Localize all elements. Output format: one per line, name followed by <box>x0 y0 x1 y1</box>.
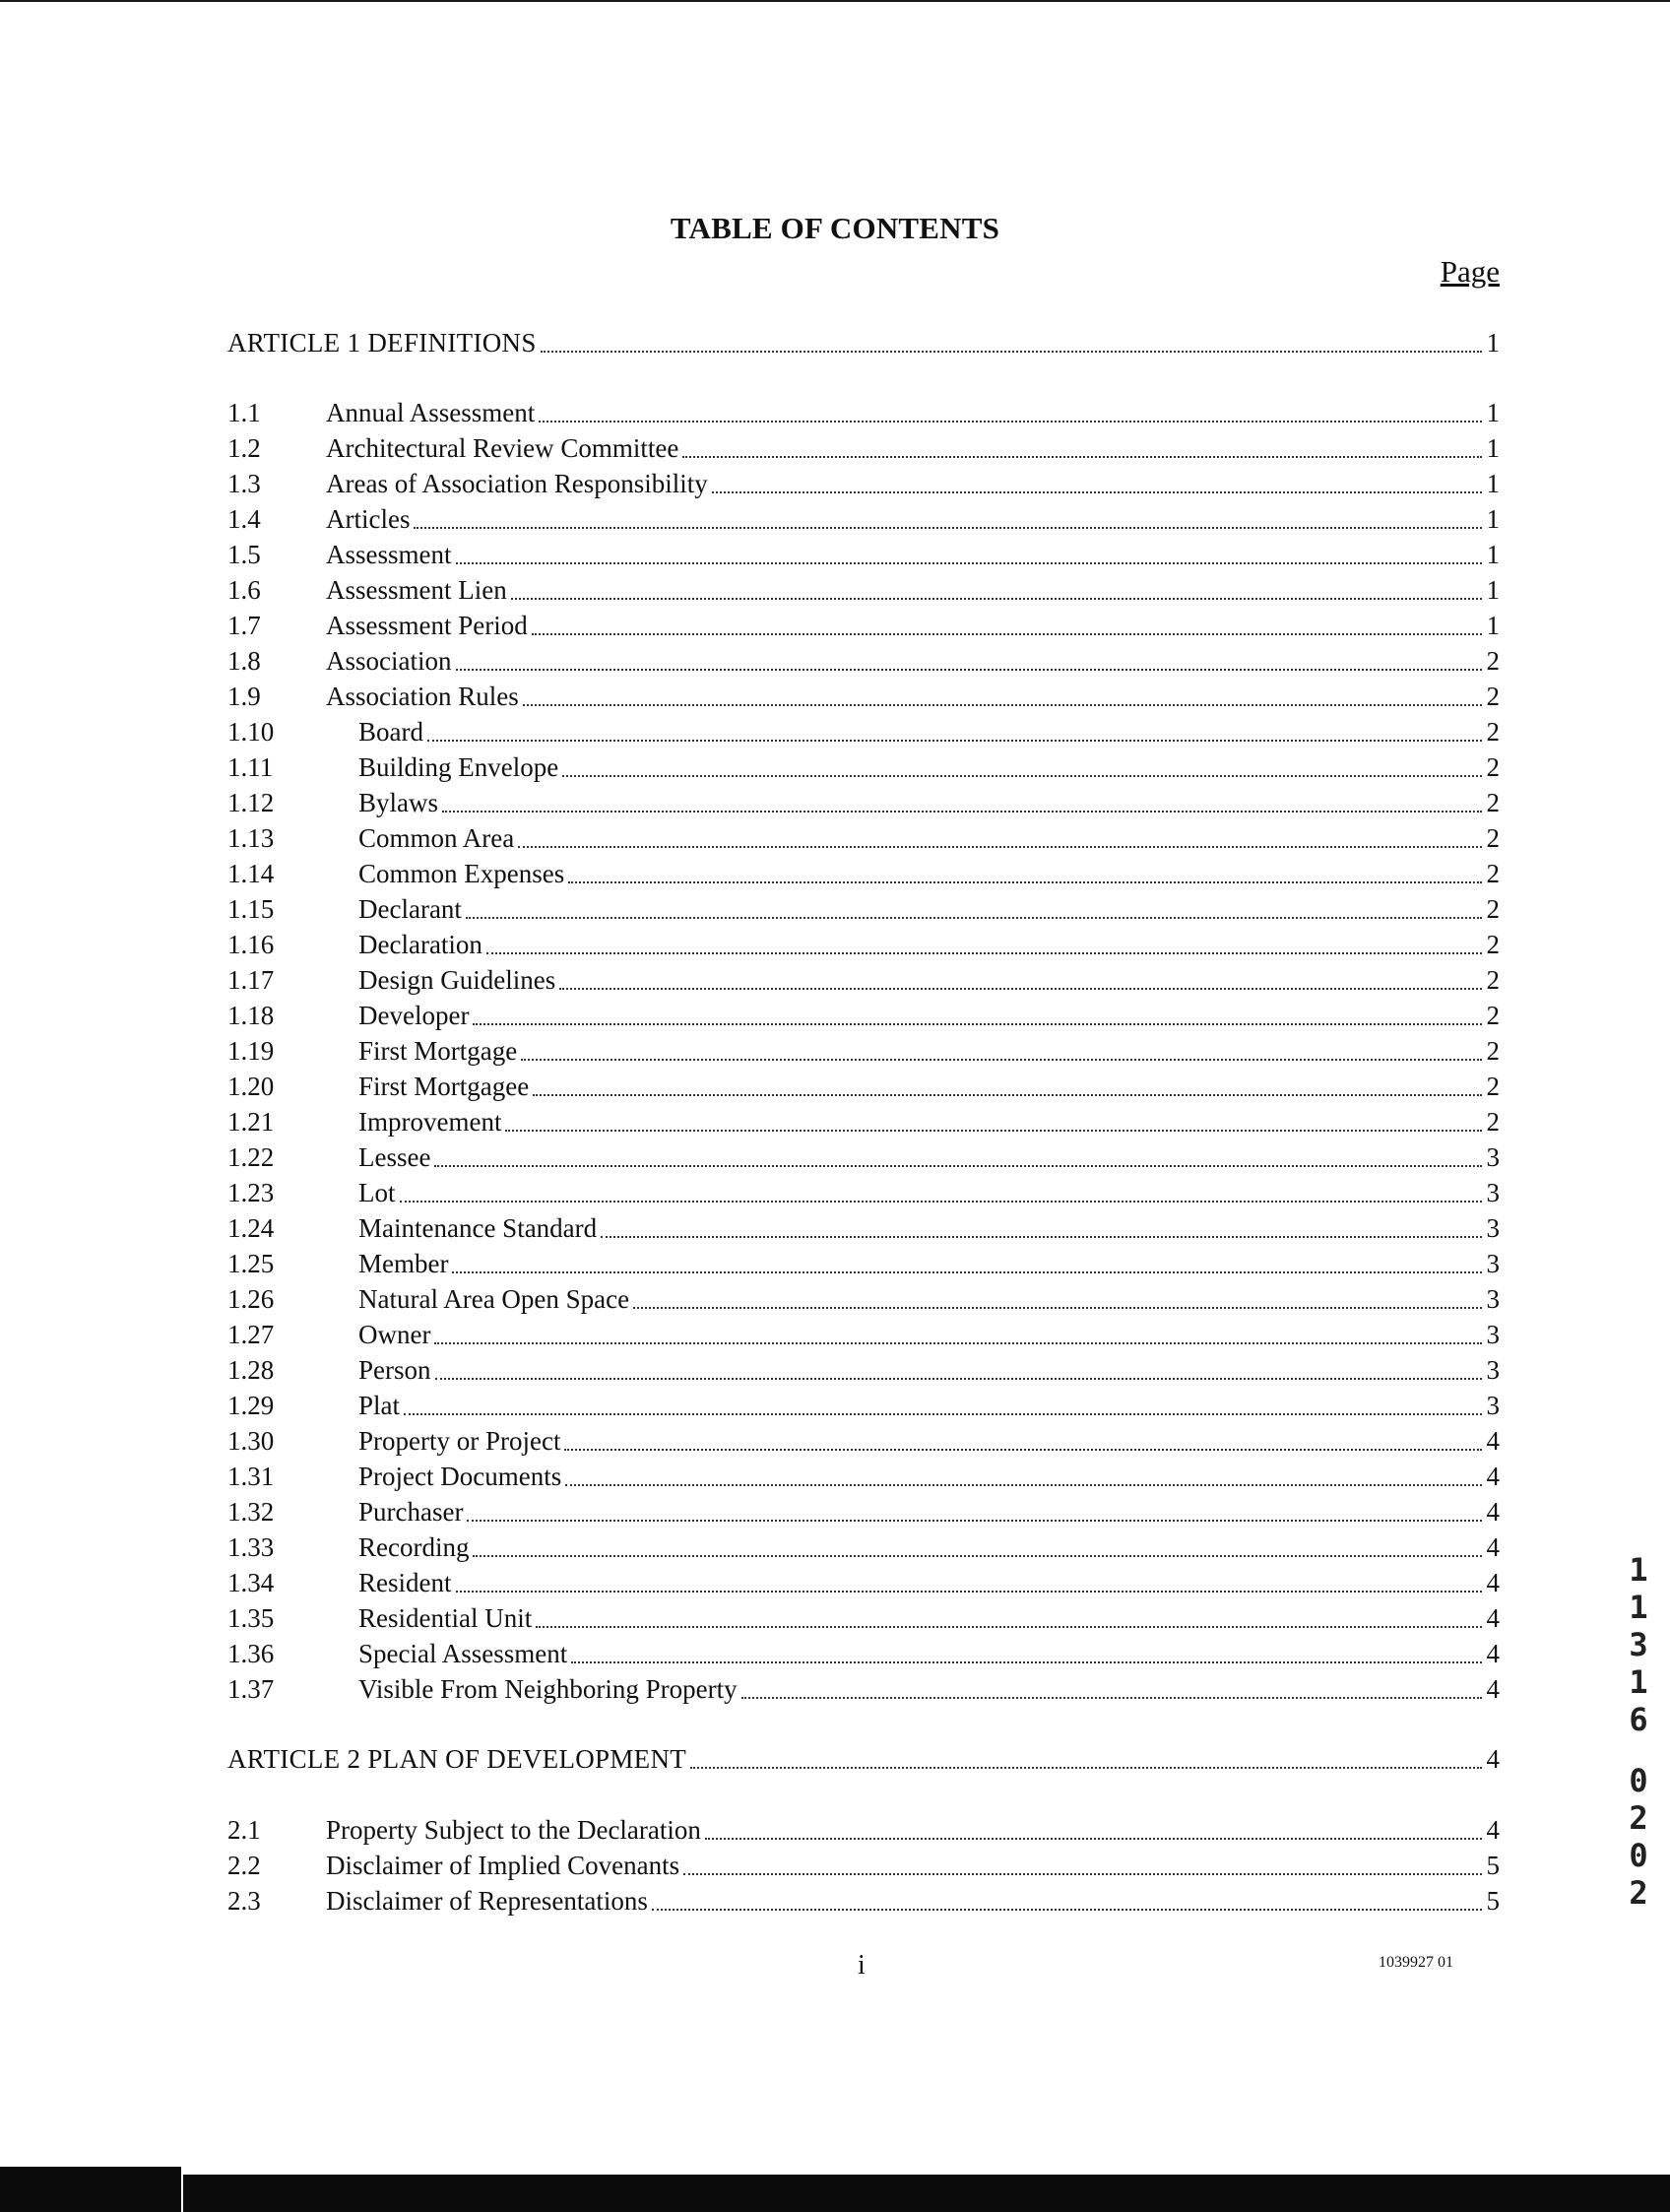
entry-page: 1 <box>1486 398 1500 427</box>
dot-leader <box>532 633 1482 635</box>
toc-entry <box>227 1600 1500 1636</box>
entry-page: 2 <box>1486 646 1500 676</box>
entry-number: 1.4 <box>227 504 261 534</box>
toc-entry <box>227 785 1500 820</box>
dot-leader <box>533 1094 1482 1096</box>
dot-leader <box>539 421 1482 423</box>
entry-number: 1.27 <box>227 1320 275 1349</box>
dot-leader <box>442 811 1482 813</box>
dot-leader <box>652 1909 1482 1911</box>
toc-entry <box>227 501 1500 537</box>
stamp-digit: 0 <box>1629 1837 1648 1874</box>
entry-page: 1 <box>1486 469 1500 498</box>
dot-leader <box>565 1484 1482 1486</box>
entry-title: Special Assessment <box>358 1639 568 1668</box>
dot-leader <box>467 1520 1482 1522</box>
entry-number: 1.23 <box>227 1178 275 1207</box>
entry-title: Property or Project <box>358 1426 561 1456</box>
entry-number: 1.2 <box>227 433 261 463</box>
entry-page: 1 <box>1486 433 1500 463</box>
dot-leader <box>473 1023 1482 1025</box>
toc-entry <box>227 1281 1500 1317</box>
toc-entry <box>227 1423 1500 1459</box>
stamp-digit: 1 <box>1629 1663 1648 1701</box>
entry-page: 2 <box>1486 1072 1500 1101</box>
dot-leader <box>712 491 1482 493</box>
entry-number: 1.10 <box>227 717 275 747</box>
toc-entry <box>227 1671 1500 1707</box>
entry-title: Association <box>326 646 452 676</box>
toc-entry <box>227 1104 1500 1139</box>
toc-article-2 <box>227 1741 1500 1777</box>
dot-leader <box>452 1271 1482 1273</box>
entry-number: 1.7 <box>227 611 261 640</box>
toc-entry <box>227 998 1500 1033</box>
stamp-digit: 2 <box>1629 1799 1648 1837</box>
entry-number: 1.1 <box>227 398 261 427</box>
entry-title: Building Envelope <box>358 752 559 782</box>
entry-page: 2 <box>1486 930 1500 959</box>
entry-title: Owner <box>358 1320 431 1349</box>
entry-page: 3 <box>1486 1355 1500 1385</box>
entry-page: 2 <box>1486 823 1500 853</box>
stamp-digit: 6 <box>1629 1701 1648 1738</box>
stamp-digit: 3 <box>1629 1626 1648 1663</box>
entry-page: 2 <box>1486 1036 1500 1066</box>
entry-page: 1 <box>1486 611 1500 640</box>
entry-page: 2 <box>1486 1107 1500 1137</box>
entry-page: 4 <box>1486 1532 1500 1562</box>
entry-number: 1.26 <box>227 1284 275 1314</box>
entry-page: 1 <box>1486 540 1500 569</box>
dot-leader <box>541 351 1482 353</box>
entry-title: Common Area <box>358 823 515 853</box>
entry-title: Disclaimer of Representations <box>326 1886 648 1916</box>
dot-leader <box>683 1873 1482 1875</box>
entry-number: 1.21 <box>227 1107 275 1137</box>
entry-page: 5 <box>1486 1886 1500 1916</box>
entry-number: 2.2 <box>227 1851 261 1880</box>
entry-title: Design Guidelines <box>358 965 556 995</box>
entry-title: First Mortgage <box>358 1036 518 1066</box>
entry-page: 3 <box>1486 1142 1500 1172</box>
toc-entry <box>227 856 1500 891</box>
entry-title: Declarant <box>358 894 462 924</box>
dot-leader <box>456 669 1483 671</box>
dot-leader <box>559 988 1482 990</box>
toc-entry <box>227 1565 1500 1600</box>
entry-page: 1 <box>1486 504 1500 534</box>
entry-number: 1.13 <box>227 823 275 853</box>
entry-number: 1.30 <box>227 1426 275 1456</box>
entry-title: Articles <box>326 504 411 534</box>
dot-leader <box>523 704 1482 706</box>
toc-entry <box>227 572 1500 608</box>
entry-number: 2.3 <box>227 1886 261 1916</box>
entry-title: Plat <box>358 1391 401 1420</box>
dot-leader <box>456 562 1483 564</box>
entry-number: 1.35 <box>227 1603 275 1633</box>
toc-entry <box>227 679 1500 714</box>
stamp-digit: 0 <box>1629 1762 1648 1799</box>
entry-number: 1.19 <box>227 1036 275 1066</box>
entry-page: 2 <box>1486 859 1500 888</box>
dot-leader <box>518 846 1482 848</box>
recording-stamp <box>1619 1551 1658 1912</box>
entry-page: 2 <box>1486 682 1500 711</box>
dot-leader <box>564 1449 1482 1451</box>
article-label: ARTICLE 2 PLAN OF DEVELOPMENT <box>227 1744 687 1774</box>
dot-leader <box>705 1838 1482 1840</box>
entry-title: Association Rules <box>326 682 519 711</box>
entry-page: 2 <box>1486 788 1500 817</box>
entry-page: 3 <box>1486 1249 1500 1278</box>
toc-entry <box>227 1529 1500 1565</box>
toc-entry <box>227 1210 1500 1246</box>
dot-leader <box>505 1130 1482 1132</box>
entry-title: Member <box>358 1249 449 1278</box>
entry-page: 3 <box>1486 1391 1500 1420</box>
entry-number: 1.37 <box>227 1674 275 1704</box>
dot-leader <box>568 881 1482 883</box>
dot-leader <box>473 1555 1482 1557</box>
toc-entry <box>227 1494 1500 1529</box>
dot-leader <box>511 598 1482 600</box>
toc-entry <box>227 1848 1500 1883</box>
entry-title: Lessee <box>358 1142 431 1172</box>
toc-entry <box>227 430 1500 466</box>
dot-leader <box>536 1626 1482 1628</box>
entry-number: 1.15 <box>227 894 275 924</box>
entry-title: Annual Assessment <box>326 398 536 427</box>
entry-title: Bylaws <box>358 788 438 817</box>
toc-entry <box>227 1069 1500 1104</box>
toc-entry <box>227 1459 1500 1494</box>
entry-title: Assessment Lien <box>326 575 507 605</box>
scan-bottom-edge <box>0 2175 1670 2212</box>
entry-page: 4 <box>1486 1674 1500 1704</box>
entry-title: Property Subject to the Declaration <box>326 1815 701 1845</box>
toc-entry <box>227 1246 1500 1281</box>
entry-page: 4 <box>1486 1497 1500 1527</box>
entry-title: Maintenance Standard <box>358 1213 598 1243</box>
entry-number: 1.5 <box>227 540 261 569</box>
entry-title: First Mortgagee <box>358 1072 530 1101</box>
dot-leader <box>562 775 1482 777</box>
article-page: 4 <box>1486 1744 1500 1774</box>
toc-title: TABLE OF CONTENTS <box>670 211 1000 245</box>
toc-entry <box>227 1139 1500 1175</box>
entry-number: 2.1 <box>227 1815 261 1845</box>
page-number: i <box>858 1950 866 1981</box>
entry-title: Recording <box>358 1532 470 1562</box>
entry-page: 4 <box>1486 1462 1500 1491</box>
entry-page: 4 <box>1486 1639 1500 1668</box>
dot-leader <box>571 1661 1482 1663</box>
toc-entry <box>227 1175 1500 1210</box>
entry-number: 1.12 <box>227 788 275 817</box>
entry-title: Areas of Association Responsibility <box>326 469 708 498</box>
entry-page: 2 <box>1486 894 1500 924</box>
entry-title: Disclaimer of Implied Covenants <box>326 1851 680 1880</box>
entry-title: Common Expenses <box>358 859 565 888</box>
entry-number: 1.11 <box>227 752 274 782</box>
toc-entry <box>227 1033 1500 1069</box>
toc-entry <box>227 1352 1500 1388</box>
stamp-digit: 1 <box>1629 1551 1648 1589</box>
entry-title: Project Documents <box>358 1462 562 1491</box>
entry-title: Resident <box>358 1568 452 1597</box>
entry-title: Improvement <box>358 1107 502 1137</box>
entry-title: Developer <box>358 1001 470 1030</box>
entry-number: 1.36 <box>227 1639 275 1668</box>
dot-leader <box>690 1767 1482 1769</box>
entry-number: 1.29 <box>227 1391 275 1420</box>
entry-number: 1.16 <box>227 930 275 959</box>
dot-leader <box>427 740 1482 742</box>
dot-leader <box>404 1413 1482 1415</box>
toc-article-1 <box>227 325 1500 360</box>
dot-leader <box>486 952 1482 954</box>
stamp-digit: 1 <box>1629 1589 1648 1626</box>
entry-page: 1 <box>1486 575 1500 605</box>
entry-number: 1.3 <box>227 469 261 498</box>
entry-number: 1.17 <box>227 965 275 995</box>
entry-page: 4 <box>1486 1426 1500 1456</box>
entry-title: Assessment Period <box>326 611 528 640</box>
entry-number: 1.34 <box>227 1568 275 1597</box>
entry-page: 2 <box>1486 1001 1500 1030</box>
entry-number: 1.18 <box>227 1001 275 1030</box>
entry-number: 1.28 <box>227 1355 275 1385</box>
dot-leader <box>400 1201 1483 1203</box>
dot-leader <box>741 1697 1482 1699</box>
entry-number: 1.32 <box>227 1497 275 1527</box>
dot-leader <box>521 1059 1482 1061</box>
article-label: ARTICLE 1 DEFINITIONS <box>227 328 537 358</box>
document-code: 1039927 01 <box>1379 1954 1453 1971</box>
article-page: 1 <box>1486 328 1500 358</box>
entry-title: Visible From Neighboring Property <box>358 1674 738 1704</box>
table-of-contents <box>227 0 1500 2212</box>
entry-page: 4 <box>1486 1815 1500 1845</box>
scan-bottom-tick <box>181 2165 183 2212</box>
toc-entry <box>227 608 1500 643</box>
entry-number: 1.20 <box>227 1072 275 1101</box>
toc-entry <box>227 1636 1500 1671</box>
entry-number: 1.9 <box>227 682 261 711</box>
dot-leader <box>435 1378 1483 1380</box>
toc-entry <box>227 749 1500 785</box>
entry-title: Architectural Review Committee <box>326 433 679 463</box>
toc-entry <box>227 714 1500 749</box>
toc-entry <box>227 927 1500 962</box>
entry-number: 1.6 <box>227 575 261 605</box>
entry-number: 1.25 <box>227 1249 275 1278</box>
entry-page: 3 <box>1486 1213 1500 1243</box>
toc-entry <box>227 1388 1500 1423</box>
entry-title: Natural Area Open Space <box>358 1284 630 1314</box>
entry-number: 1.31 <box>227 1462 275 1491</box>
entry-title: Residential Unit <box>358 1603 533 1633</box>
entry-number: 1.8 <box>227 646 261 676</box>
entry-title: Assessment <box>326 540 452 569</box>
entry-title: Lot <box>358 1178 396 1207</box>
toc-entry <box>227 1883 1500 1919</box>
entry-title: Person <box>358 1355 431 1385</box>
entry-title: Declaration <box>358 930 482 959</box>
dot-leader <box>414 527 1482 529</box>
entry-title: Purchaser <box>358 1497 464 1527</box>
dot-leader <box>682 456 1482 458</box>
entry-number: 1.22 <box>227 1142 275 1172</box>
dot-leader <box>601 1236 1482 1238</box>
scan-bottom-notch <box>0 2167 183 2175</box>
dot-leader <box>633 1307 1482 1309</box>
toc-entry <box>227 1812 1500 1848</box>
dot-leader <box>434 1342 1482 1344</box>
dot-leader <box>434 1165 1482 1167</box>
toc-entry <box>227 962 1500 998</box>
dot-leader <box>456 1591 1483 1593</box>
entry-page: 4 <box>1486 1603 1500 1633</box>
entry-number: 1.33 <box>227 1532 275 1562</box>
dot-leader <box>466 917 1482 919</box>
toc-entry <box>227 395 1500 430</box>
entry-title: Board <box>358 717 423 747</box>
stamp-gap <box>1619 1738 1658 1762</box>
toc-entry <box>227 820 1500 856</box>
toc-entry <box>227 1317 1500 1352</box>
entry-page: 5 <box>1486 1851 1500 1880</box>
toc-entry <box>227 891 1500 927</box>
entry-page: 4 <box>1486 1568 1500 1597</box>
entry-page: 3 <box>1486 1178 1500 1207</box>
entry-number: 1.14 <box>227 859 275 888</box>
entry-page: 3 <box>1486 1284 1500 1314</box>
entry-page: 2 <box>1486 965 1500 995</box>
page-column-heading: Page <box>1440 254 1500 289</box>
entry-page: 2 <box>1486 717 1500 747</box>
toc-entry <box>227 643 1500 679</box>
entry-number: 1.24 <box>227 1213 275 1243</box>
entry-page: 3 <box>1486 1320 1500 1349</box>
toc-entry <box>227 466 1500 501</box>
toc-entry <box>227 537 1500 572</box>
entry-page: 2 <box>1486 752 1500 782</box>
stamp-digit: 2 <box>1629 1874 1648 1912</box>
